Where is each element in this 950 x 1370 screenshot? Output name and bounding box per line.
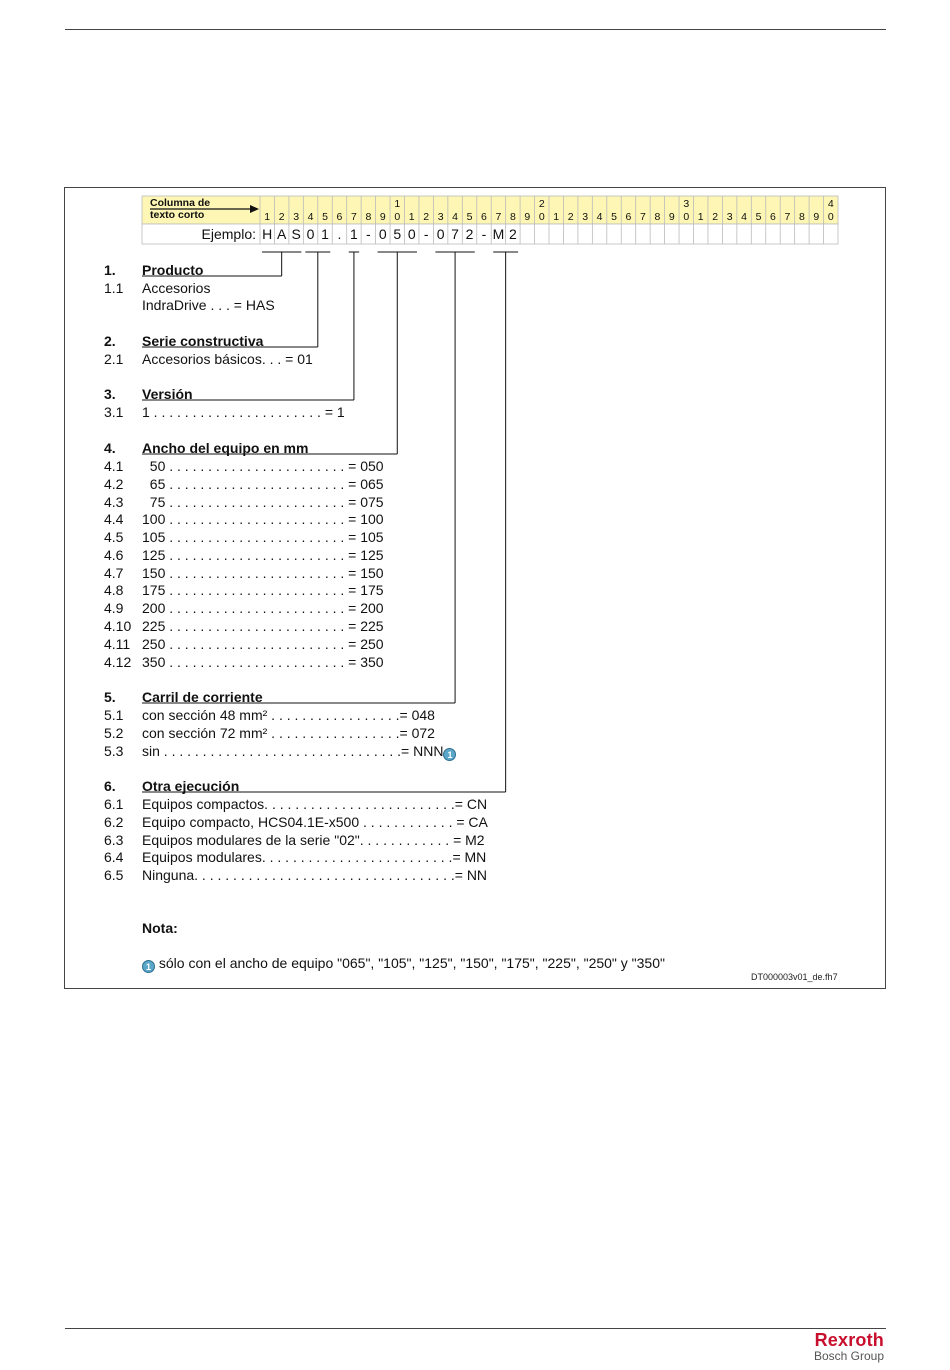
column-number: 3 bbox=[293, 211, 300, 223]
column-number: 2 bbox=[712, 211, 719, 223]
section-title: Versión bbox=[142, 386, 193, 402]
section-number: 5. bbox=[104, 689, 116, 705]
column-number-tens: 4 bbox=[827, 198, 834, 210]
column-number: 7 bbox=[784, 211, 791, 223]
column-number: 9 bbox=[668, 211, 675, 223]
item-text: Accesorios básicos. . . = 01 bbox=[142, 351, 313, 367]
header-label-line: texto corto bbox=[150, 209, 205, 221]
example-char: M bbox=[492, 226, 505, 242]
column-number: 6 bbox=[481, 211, 487, 223]
column-number: 5 bbox=[466, 211, 473, 223]
section-number: 6. bbox=[104, 778, 116, 794]
column-number: 2 bbox=[423, 211, 430, 223]
column-number: 4 bbox=[452, 211, 458, 223]
item-number: 5.3 bbox=[104, 743, 124, 759]
item-number: 4.6 bbox=[104, 547, 124, 563]
column-number: 4 bbox=[596, 211, 603, 223]
column-number: 0 bbox=[683, 211, 690, 223]
column-number: 1 bbox=[408, 211, 415, 223]
example-char: - bbox=[481, 226, 487, 242]
column-number: 7 bbox=[640, 211, 646, 223]
column-number: 6 bbox=[336, 211, 343, 223]
logo-brand: Rexroth bbox=[814, 1330, 884, 1350]
rexroth-logo bbox=[814, 1331, 884, 1363]
section-number: 3. bbox=[104, 386, 116, 402]
item-number: 4.10 bbox=[104, 618, 132, 634]
example-char: - bbox=[423, 226, 429, 242]
item-number: 3.1 bbox=[104, 404, 124, 420]
item-number: 4.8 bbox=[104, 582, 124, 598]
item-number: 4.5 bbox=[104, 529, 124, 545]
section-title: Carril de corriente bbox=[142, 689, 263, 705]
item-text: 125 . . . . . . . . . . . . . . . . . . . . . . . = 125 bbox=[142, 547, 384, 563]
item-text: Equipos modulares. . . . . . . . . . . . . . . . . . . . . . . . .= MN bbox=[142, 849, 487, 865]
item-number: 5.2 bbox=[104, 725, 124, 741]
column-number: 0 bbox=[827, 211, 834, 223]
column-number: 0 bbox=[394, 211, 401, 223]
example-char: - bbox=[366, 226, 371, 242]
example-char: 0 bbox=[436, 226, 445, 242]
item-text: 150 . . . . . . . . . . . . . . . . . . . . . . . = 150 bbox=[142, 565, 384, 581]
example-char: 0 bbox=[407, 226, 416, 242]
item-number: 4.9 bbox=[104, 600, 124, 616]
note-text: 1 sólo con el ancho de equipo "065", "105", "125", "150", "175", "225", "250" y "350" bbox=[104, 938, 112, 972]
example-char: S bbox=[291, 226, 301, 242]
item-text: 350 . . . . . . . . . . . . . . . . . . . . . . . = 350 bbox=[142, 654, 384, 670]
column-number: 3 bbox=[437, 211, 444, 223]
item-text: Equipos modulares de la serie "02". . . . . . . . . . . . = M2 bbox=[142, 832, 485, 848]
column-number: 6 bbox=[625, 211, 632, 223]
example-label: Ejemplo: bbox=[201, 226, 256, 242]
column-number: 8 bbox=[365, 211, 372, 223]
column-number: 2 bbox=[278, 211, 285, 223]
item-number: 6.1 bbox=[104, 796, 124, 812]
section-title: Ancho del equipo en mm bbox=[142, 440, 309, 456]
item-text: 100 . . . . . . . . . . . . . . . . . . . . . . . = 100 bbox=[142, 511, 384, 527]
example-char: 2 bbox=[508, 226, 517, 242]
item-text: sin . . . . . . . . . . . . . . . . . . . . . . . . . . . . . . .= NNN 1 bbox=[142, 743, 456, 761]
item-number: 4.11 bbox=[104, 636, 131, 652]
section-title: Otra ejecución bbox=[142, 778, 240, 794]
column-number: 7 bbox=[351, 211, 357, 223]
column-number: 6 bbox=[770, 211, 776, 223]
item-number: 5.1 bbox=[104, 707, 124, 723]
note-marker-icon: 1 bbox=[142, 960, 155, 973]
item-text: Accesorios bbox=[142, 280, 211, 296]
column-number: 5 bbox=[755, 211, 762, 223]
example-char: 1 bbox=[321, 226, 329, 242]
column-number-tens: 1 bbox=[394, 198, 401, 210]
column-number: 1 bbox=[553, 211, 560, 223]
item-number: 2.1 bbox=[104, 351, 124, 367]
example-char: H bbox=[262, 226, 273, 242]
column-number: 4 bbox=[307, 211, 314, 223]
example-char: 1 bbox=[350, 226, 358, 242]
column-number-tens: 2 bbox=[538, 198, 545, 210]
item-text: 250 . . . . . . . . . . . . . . . . . . . . . . . = 250 bbox=[142, 636, 384, 652]
footnote-marker-icon: 1 bbox=[443, 748, 456, 761]
column-number: 5 bbox=[611, 211, 617, 223]
bottom-rule bbox=[65, 1328, 886, 1329]
example-char: 0 bbox=[306, 226, 315, 242]
column-number: 1 bbox=[697, 211, 704, 223]
item-text: 105 . . . . . . . . . . . . . . . . . . . . . . . = 105 bbox=[142, 529, 384, 545]
column-number: 9 bbox=[379, 211, 386, 223]
column-number: 8 bbox=[798, 211, 805, 223]
item-text: 75 . . . . . . . . . . . . . . . . . . . . . . . = 075 bbox=[142, 494, 384, 510]
example-char: A bbox=[277, 226, 287, 242]
column-number: 3 bbox=[726, 211, 733, 223]
item-text: 65 . . . . . . . . . . . . . . . . . . . . . . . = 065 bbox=[142, 476, 384, 492]
section-number: 4. bbox=[104, 440, 116, 456]
item-text: IndraDrive . . . = HAS bbox=[142, 297, 275, 313]
column-number: 2 bbox=[567, 211, 574, 223]
example-char: . bbox=[337, 226, 342, 242]
item-number: 6.3 bbox=[104, 832, 124, 848]
column-number: 3 bbox=[582, 211, 589, 223]
item-number: 6.2 bbox=[104, 814, 124, 830]
section-title: Producto bbox=[142, 262, 204, 278]
item-text: con sección 72 mm² . . . . . . . . . . . . . . . . .= 072 bbox=[142, 725, 435, 741]
item-number: 4.2 bbox=[104, 476, 124, 492]
column-number: 8 bbox=[509, 211, 516, 223]
column-number: 7 bbox=[495, 211, 502, 223]
item-text: Ninguna. . . . . . . . . . . . . . . . . . . . . . . . . . . . . . . . . .= NN bbox=[142, 867, 488, 883]
document-reference: DT000003v01_de.fh7 bbox=[751, 972, 838, 982]
item-text: 225 . . . . . . . . . . . . . . . . . . . . . . . = 225 bbox=[142, 618, 384, 634]
item-text: con sección 48 mm² . . . . . . . . . . . . . . . . .= 048 bbox=[142, 707, 435, 723]
example-char: 5 bbox=[393, 226, 402, 242]
item-number: 4.1 bbox=[104, 458, 124, 474]
column-number: 8 bbox=[654, 211, 661, 223]
column-number: 9 bbox=[813, 211, 820, 223]
item-number: 6.4 bbox=[104, 849, 124, 865]
column-number: 9 bbox=[524, 211, 531, 223]
item-number: 6.5 bbox=[104, 867, 124, 883]
item-text: Equipo compacto, HCS04.1E-x500 . . . . . . . . . . . . = CA bbox=[142, 814, 488, 830]
example-char: 0 bbox=[378, 226, 387, 242]
section-title: Serie constructiva bbox=[142, 333, 264, 349]
section-number: 1. bbox=[104, 262, 116, 278]
column-number: 4 bbox=[741, 211, 747, 223]
column-number: 1 bbox=[264, 211, 271, 223]
item-number: 4.7 bbox=[104, 565, 124, 581]
item-number: 4.4 bbox=[104, 511, 124, 527]
item-text: 200 . . . . . . . . . . . . . . . . . . . . . . . = 200 bbox=[142, 600, 384, 616]
item-text: 1 . . . . . . . . . . . . . . . . . . . . . . = 1 bbox=[142, 404, 345, 420]
example-char: 7 bbox=[451, 226, 459, 242]
header-label-line: Columna de bbox=[150, 197, 211, 209]
column-number: 5 bbox=[322, 211, 328, 223]
example-char: 2 bbox=[465, 226, 474, 242]
item-text: Equipos compactos. . . . . . . . . . . . . . . . . . . . . . . . .= CN bbox=[142, 796, 488, 812]
item-number: 4.3 bbox=[104, 494, 124, 510]
item-number: 1.1 bbox=[104, 280, 124, 296]
item-text: 50 . . . . . . . . . . . . . . . . . . . . . . . = 050 bbox=[142, 458, 384, 474]
item-number: 4.12 bbox=[104, 654, 132, 670]
column-number: 0 bbox=[538, 211, 545, 223]
item-text: 175 . . . . . . . . . . . . . . . . . . . . . . . = 175 bbox=[142, 582, 384, 598]
header-band bbox=[142, 196, 838, 224]
logo-group: Bosch Group bbox=[813, 1349, 884, 1363]
section-number: 2. bbox=[104, 333, 116, 349]
column-number-tens: 3 bbox=[683, 198, 690, 210]
